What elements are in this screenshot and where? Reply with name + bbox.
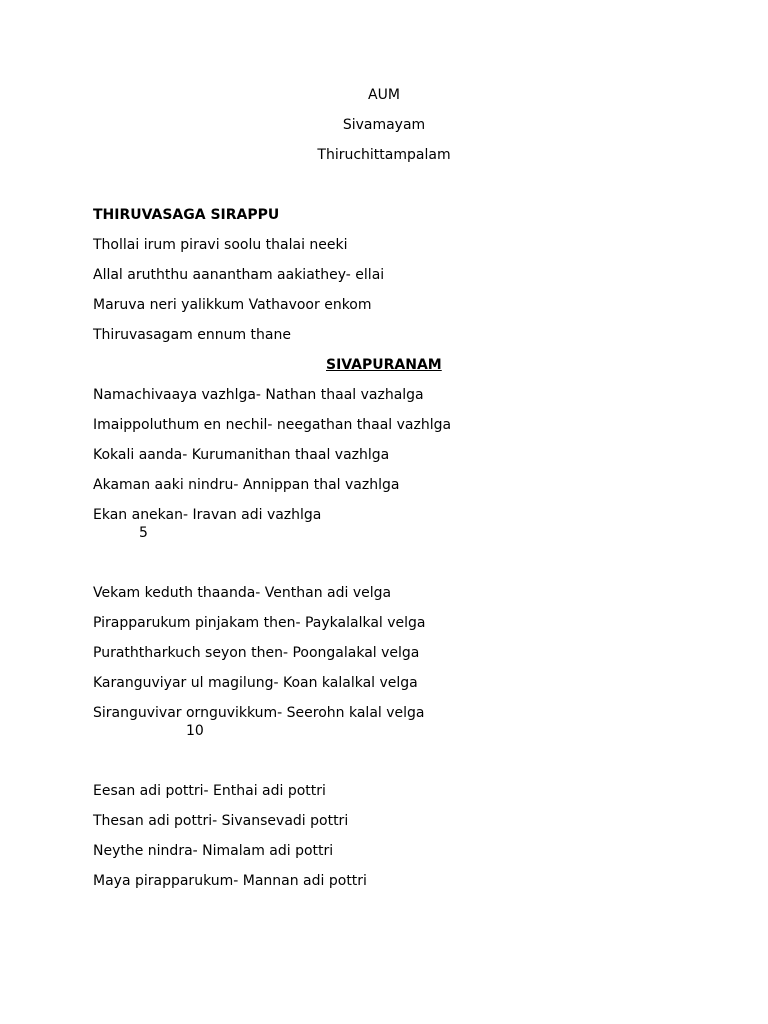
intro-line: Thollai irum piravi soolu thalai neeki: [93, 237, 348, 253]
invocation-sivamayam: Sivamayam: [342, 117, 426, 133]
verse-line: Kokali aanda- Kurumanithan thaal vazhlga: [93, 447, 390, 463]
verse-line: Akaman aaki nindru- Annippan thal vazhlga: [93, 477, 400, 493]
verse-line: Siranguvivar ornguvikkum- Seerohn kalal velga: [93, 705, 425, 721]
verse-line: Namachivaaya vazhlga- Nathan thaal vazhalga: [93, 387, 424, 403]
verse-line: Neythe nindra- Nimalam adi pottri: [93, 843, 334, 859]
verse-line: Ekan anekan- Iravan adi vazhlga: [93, 507, 322, 523]
verse-line: Eesan adi pottri- Enthai adi pottri: [93, 783, 326, 799]
section-heading-sivapuranam: SIVAPURANAM: [326, 357, 442, 373]
invocation-aum: AUM: [368, 87, 400, 103]
intro-line: Maruva neri yalikkum Vathavoor enkom: [93, 297, 372, 313]
verse-line: Imaippoluthum en nechil- neegathan thaal vazhlga: [93, 417, 452, 433]
verse-line: Maya pirapparukum- Mannan adi pottri: [93, 873, 367, 889]
verse-line: Pirapparukum pinjakam then- Paykalalkal velga: [93, 615, 426, 631]
verse-number: 10: [186, 723, 204, 739]
section-heading-thiruvasaga-sirappu: THIRUVASAGA SIRAPPU: [93, 207, 280, 223]
verse-line: Thesan adi pottri- Sivansevadi pottri: [93, 813, 349, 829]
verse-line: Puraththarkuch seyon then- Poongalakal velga: [93, 645, 420, 661]
intro-line: Allal aruththu aanantham aakiathey- ellai: [93, 267, 385, 283]
verse-line: Vekam keduth thaanda- Venthan adi velga: [93, 585, 392, 601]
verse-number: 5: [139, 525, 148, 541]
verse-line: Karanguviyar ul magilung- Koan kalalkal velga: [93, 675, 418, 691]
intro-line: Thiruvasagam ennum thane: [93, 327, 291, 343]
invocation-thiruchittampalam: Thiruchittampalam: [317, 147, 451, 163]
